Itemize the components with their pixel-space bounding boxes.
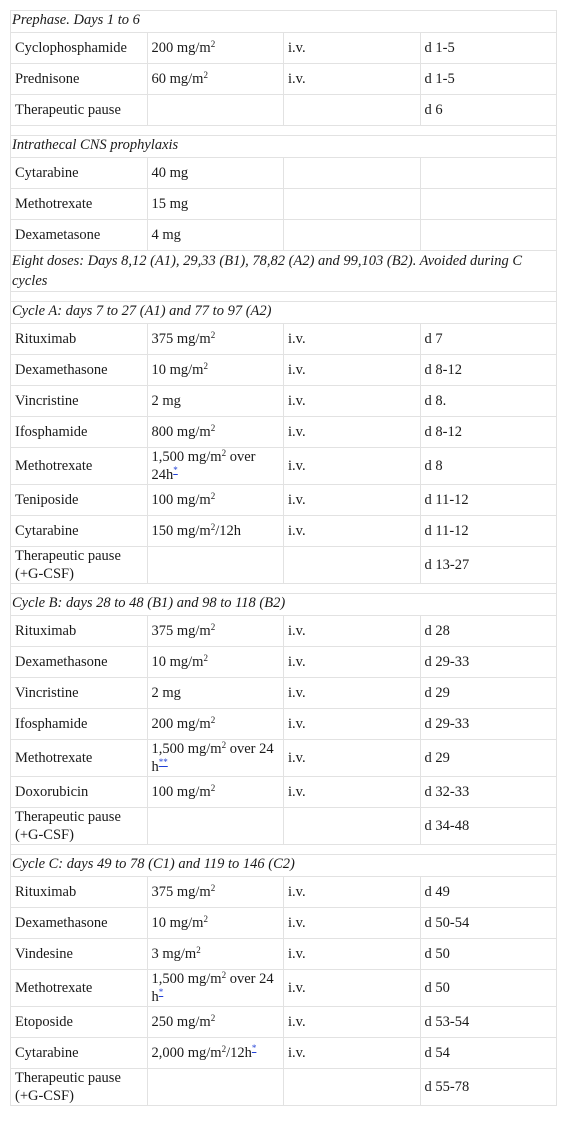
dose-value: 10 mg/m [151, 915, 204, 931]
drug-name: Cytarabine [11, 516, 148, 547]
dose-cell [147, 485, 284, 516]
route-cell [284, 189, 421, 220]
route-cell: i.v. [284, 386, 421, 417]
drug-row [11, 1007, 557, 1038]
dose-cell [147, 777, 284, 808]
spacer-cell [11, 126, 557, 136]
dose-unit-exponent: 2 [221, 740, 227, 751]
dose-value: 200 mg/m [151, 716, 211, 732]
day-cell: d 29-33 [420, 647, 557, 678]
dose-value: 100 mg/m [151, 784, 211, 800]
drug-name: Methotrexate [11, 448, 148, 485]
dose-cell [147, 417, 284, 448]
route-cell: i.v. [284, 678, 421, 709]
drug-row [11, 324, 557, 355]
day-cell: d 29 [420, 678, 557, 709]
spacer-cell [11, 845, 557, 855]
dose-cell [147, 95, 284, 126]
drug-row [11, 647, 557, 678]
route-cell: i.v. [284, 647, 421, 678]
drug-name: Dexamethasone [11, 355, 148, 386]
drug-row [11, 386, 557, 417]
dose-unit-exponent: 2 [210, 883, 216, 894]
day-cell: d 28 [420, 616, 557, 647]
drug-name: Cytarabine [11, 1038, 148, 1069]
dose-unit-exponent: 2 [203, 361, 208, 372]
dose-unit-exponent: 2 [210, 491, 216, 502]
drug-row [11, 547, 557, 584]
drug-row [11, 64, 557, 95]
drug-row [11, 970, 557, 1007]
drug-name: Methotrexate [11, 970, 148, 1007]
day-cell: d 55-78 [420, 1069, 557, 1106]
dose-cell [147, 516, 284, 547]
dose-cell [147, 547, 284, 584]
day-cell: d 6 [420, 95, 557, 126]
drug-name: Dexamethasone [11, 647, 148, 678]
route-cell: i.v. [284, 970, 421, 1007]
day-cell: d 34-48 [420, 808, 557, 845]
drug-row [11, 678, 557, 709]
section-spacer [11, 584, 557, 594]
drug-name: Cytarabine [11, 158, 148, 189]
day-cell: d 8 [420, 448, 557, 485]
drug-name: Dexametasone [11, 220, 148, 251]
dose-value: 2 mg [151, 393, 181, 409]
day-cell: d 29 [420, 740, 557, 777]
route-cell: i.v. [284, 877, 421, 908]
section-spacer [11, 126, 557, 136]
drug-name: Therapeutic pause (+G-CSF) [11, 808, 148, 845]
route-cell: i.v. [284, 485, 421, 516]
dose-cell [147, 1038, 284, 1069]
drug-name: Prednisone [11, 64, 148, 95]
dose-value: 2 mg [151, 685, 181, 701]
section-title: Intrathecal CNS prophylaxis [11, 136, 557, 158]
drug-row [11, 939, 557, 970]
drug-row [11, 709, 557, 740]
drug-name: Methotrexate [11, 740, 148, 777]
route-cell: i.v. [284, 1038, 421, 1069]
route-cell: i.v. [284, 616, 421, 647]
drug-name: Therapeutic pause (+G-CSF) [11, 1069, 148, 1106]
day-cell: d 1-5 [420, 33, 557, 64]
route-cell: i.v. [284, 516, 421, 547]
dose-schedule: /12h [215, 523, 241, 539]
section-header-row [11, 302, 557, 324]
dose-unit-exponent: 2 [210, 330, 216, 341]
day-cell: d 11-12 [420, 485, 557, 516]
day-cell [420, 189, 557, 220]
day-cell: d 50 [420, 939, 557, 970]
dose-value: 375 mg/m [151, 884, 211, 900]
drug-name: Etoposide [11, 1007, 148, 1038]
dose-cell [147, 220, 284, 251]
drug-row [11, 448, 557, 485]
drug-row [11, 777, 557, 808]
regimen-table [10, 10, 557, 1106]
drug-row [11, 808, 557, 845]
dose-value: 2,000 mg/m [151, 1045, 222, 1061]
dose-cell [147, 647, 284, 678]
dose-value: 15 mg [151, 196, 189, 212]
drug-name: Vincristine [11, 386, 148, 417]
day-cell [420, 158, 557, 189]
dose-cell [147, 808, 284, 845]
route-cell: i.v. [284, 448, 421, 485]
dose-value: 150 mg/m [151, 523, 211, 539]
drug-row [11, 33, 557, 64]
drug-row [11, 158, 557, 189]
drug-row [11, 355, 557, 386]
dose-unit-exponent: 2 [210, 783, 216, 794]
drug-row [11, 1038, 557, 1069]
day-cell [420, 220, 557, 251]
day-cell: d 11-12 [420, 516, 557, 547]
section-header-row [11, 11, 557, 33]
route-cell [284, 547, 421, 584]
dose-unit-exponent: 2 [203, 653, 208, 664]
dose-value: 375 mg/m [151, 623, 211, 639]
dose-unit-exponent: 2 [210, 39, 216, 50]
route-cell: i.v. [284, 33, 421, 64]
drug-row [11, 220, 557, 251]
dose-value: 200 mg/m [151, 40, 211, 56]
dose-schedule: /12h [226, 1045, 252, 1061]
dose-unit-exponent: 2 [221, 970, 227, 981]
section-title: Cycle A: days 7 to 27 (A1) and 77 to 97 (A2) [11, 302, 557, 324]
route-cell: i.v. [284, 324, 421, 355]
dose-cell [147, 908, 284, 939]
drug-name: Methotrexate [11, 189, 148, 220]
drug-name: Doxorubicin [11, 777, 148, 808]
dose-unit-exponent: 2 [210, 1013, 216, 1024]
dose-cell [147, 64, 284, 95]
dose-cell [147, 324, 284, 355]
spacer-cell [11, 584, 557, 594]
route-cell [284, 220, 421, 251]
section-spacer [11, 292, 557, 302]
route-cell: i.v. [284, 355, 421, 386]
drug-name: Ifosphamide [11, 709, 148, 740]
footnote-link[interactable]: * [173, 465, 178, 476]
drug-row [11, 616, 557, 647]
dose-cell [147, 939, 284, 970]
dose-unit-exponent: 2 [196, 945, 201, 956]
section-header-row [11, 855, 557, 877]
dose-schedule: over 24h [151, 449, 256, 483]
dose-unit-exponent: 2 [203, 914, 208, 925]
drug-name: Teniposide [11, 485, 148, 516]
section-title: Cycle B: days 28 to 48 (B1) and 98 to 118 (B2) [11, 594, 557, 616]
dose-cell [147, 709, 284, 740]
section-footnote: Eight doses: Days 8,12 (A1), 29,33 (B1), 78,82 (A2) and 99,103 (B2). Avoided during C cycles [11, 251, 557, 292]
footnote-link[interactable]: ** [158, 757, 168, 768]
dose-unit-exponent: 2 [210, 715, 216, 726]
drug-row [11, 1069, 557, 1106]
route-cell: i.v. [284, 908, 421, 939]
dose-cell [147, 158, 284, 189]
dose-cell [147, 1069, 284, 1106]
dose-cell [147, 616, 284, 647]
day-cell: d 13-27 [420, 547, 557, 584]
day-cell: d 54 [420, 1038, 557, 1069]
dose-cell [147, 877, 284, 908]
dose-value: 4 mg [151, 227, 181, 243]
dose-value: 10 mg/m [151, 362, 204, 378]
dose-cell [147, 448, 284, 485]
dose-value: 1,500 mg/m [151, 449, 222, 465]
route-cell [284, 158, 421, 189]
dose-schedule: over 24 h [151, 741, 274, 775]
day-cell: d 8-12 [420, 417, 557, 448]
drug-row [11, 485, 557, 516]
drug-row [11, 189, 557, 220]
drug-name: Therapeutic pause (+G-CSF) [11, 547, 148, 584]
dose-unit-exponent: 2 [221, 1044, 227, 1055]
footnote-link[interactable]: * [158, 987, 164, 998]
day-cell: d 49 [420, 877, 557, 908]
regimen-table-body [11, 11, 557, 1106]
dose-unit-exponent: 2 [203, 70, 208, 81]
dose-value: 100 mg/m [151, 492, 211, 508]
day-cell: d 7 [420, 324, 557, 355]
drug-row [11, 95, 557, 126]
dose-value: 10 mg/m [151, 654, 204, 670]
drug-name: Rituximab [11, 324, 148, 355]
dose-value: 800 mg/m [151, 424, 211, 440]
drug-row [11, 908, 557, 939]
section-title: Cycle C: days 49 to 78 (C1) and 119 to 146 (C2) [11, 855, 557, 877]
drug-name: Ifosphamide [11, 417, 148, 448]
route-cell: i.v. [284, 709, 421, 740]
dose-value: 1,500 mg/m [151, 971, 222, 987]
footnote-link[interactable]: * [251, 1043, 257, 1054]
dose-value: 250 mg/m [151, 1014, 211, 1030]
section-header-row [11, 594, 557, 616]
dose-schedule: over 24 h [151, 971, 274, 1005]
drug-name: Vincristine [11, 678, 148, 709]
day-cell: d 29-33 [420, 709, 557, 740]
dose-cell [147, 355, 284, 386]
section-spacer [11, 845, 557, 855]
dose-value: 40 mg [151, 165, 189, 181]
dose-cell [147, 1007, 284, 1038]
section-header-row [11, 136, 557, 158]
day-cell: d 50 [420, 970, 557, 1007]
day-cell: d 50-54 [420, 908, 557, 939]
day-cell: d 32-33 [420, 777, 557, 808]
dose-unit-exponent: 2 [210, 423, 216, 434]
day-cell: d 8-12 [420, 355, 557, 386]
route-cell: i.v. [284, 1007, 421, 1038]
dose-cell [147, 386, 284, 417]
route-cell: i.v. [284, 777, 421, 808]
route-cell [284, 95, 421, 126]
drug-row [11, 516, 557, 547]
drug-row [11, 417, 557, 448]
route-cell: i.v. [284, 939, 421, 970]
drug-row [11, 877, 557, 908]
drug-row [11, 740, 557, 777]
dose-value: 3 mg/m [151, 946, 197, 962]
route-cell [284, 808, 421, 845]
dose-cell [147, 33, 284, 64]
route-cell: i.v. [284, 64, 421, 95]
dose-cell [147, 678, 284, 709]
dose-value: 60 mg/m [151, 71, 204, 87]
route-cell [284, 1069, 421, 1106]
drug-name: Rituximab [11, 616, 148, 647]
dose-value: 375 mg/m [151, 331, 211, 347]
section-footnote-row [11, 251, 557, 292]
dose-cell [147, 740, 284, 777]
drug-name: Vindesine [11, 939, 148, 970]
dose-cell [147, 970, 284, 1007]
route-cell: i.v. [284, 740, 421, 777]
drug-name: Dexamethasone [11, 908, 148, 939]
day-cell: d 8. [420, 386, 557, 417]
dose-unit-exponent: 2 [221, 448, 227, 459]
dose-value: 1,500 mg/m [151, 741, 222, 757]
section-title: Prephase. Days 1 to 6 [11, 11, 557, 33]
day-cell: d 1-5 [420, 64, 557, 95]
drug-name: Rituximab [11, 877, 148, 908]
dose-cell [147, 189, 284, 220]
dose-unit-exponent: 2 [210, 622, 216, 633]
drug-name: Cyclophosphamide [11, 33, 148, 64]
day-cell: d 53-54 [420, 1007, 557, 1038]
drug-name: Therapeutic pause [11, 95, 148, 126]
spacer-cell [11, 292, 557, 302]
dose-unit-exponent: 2 [210, 522, 216, 533]
route-cell: i.v. [284, 417, 421, 448]
